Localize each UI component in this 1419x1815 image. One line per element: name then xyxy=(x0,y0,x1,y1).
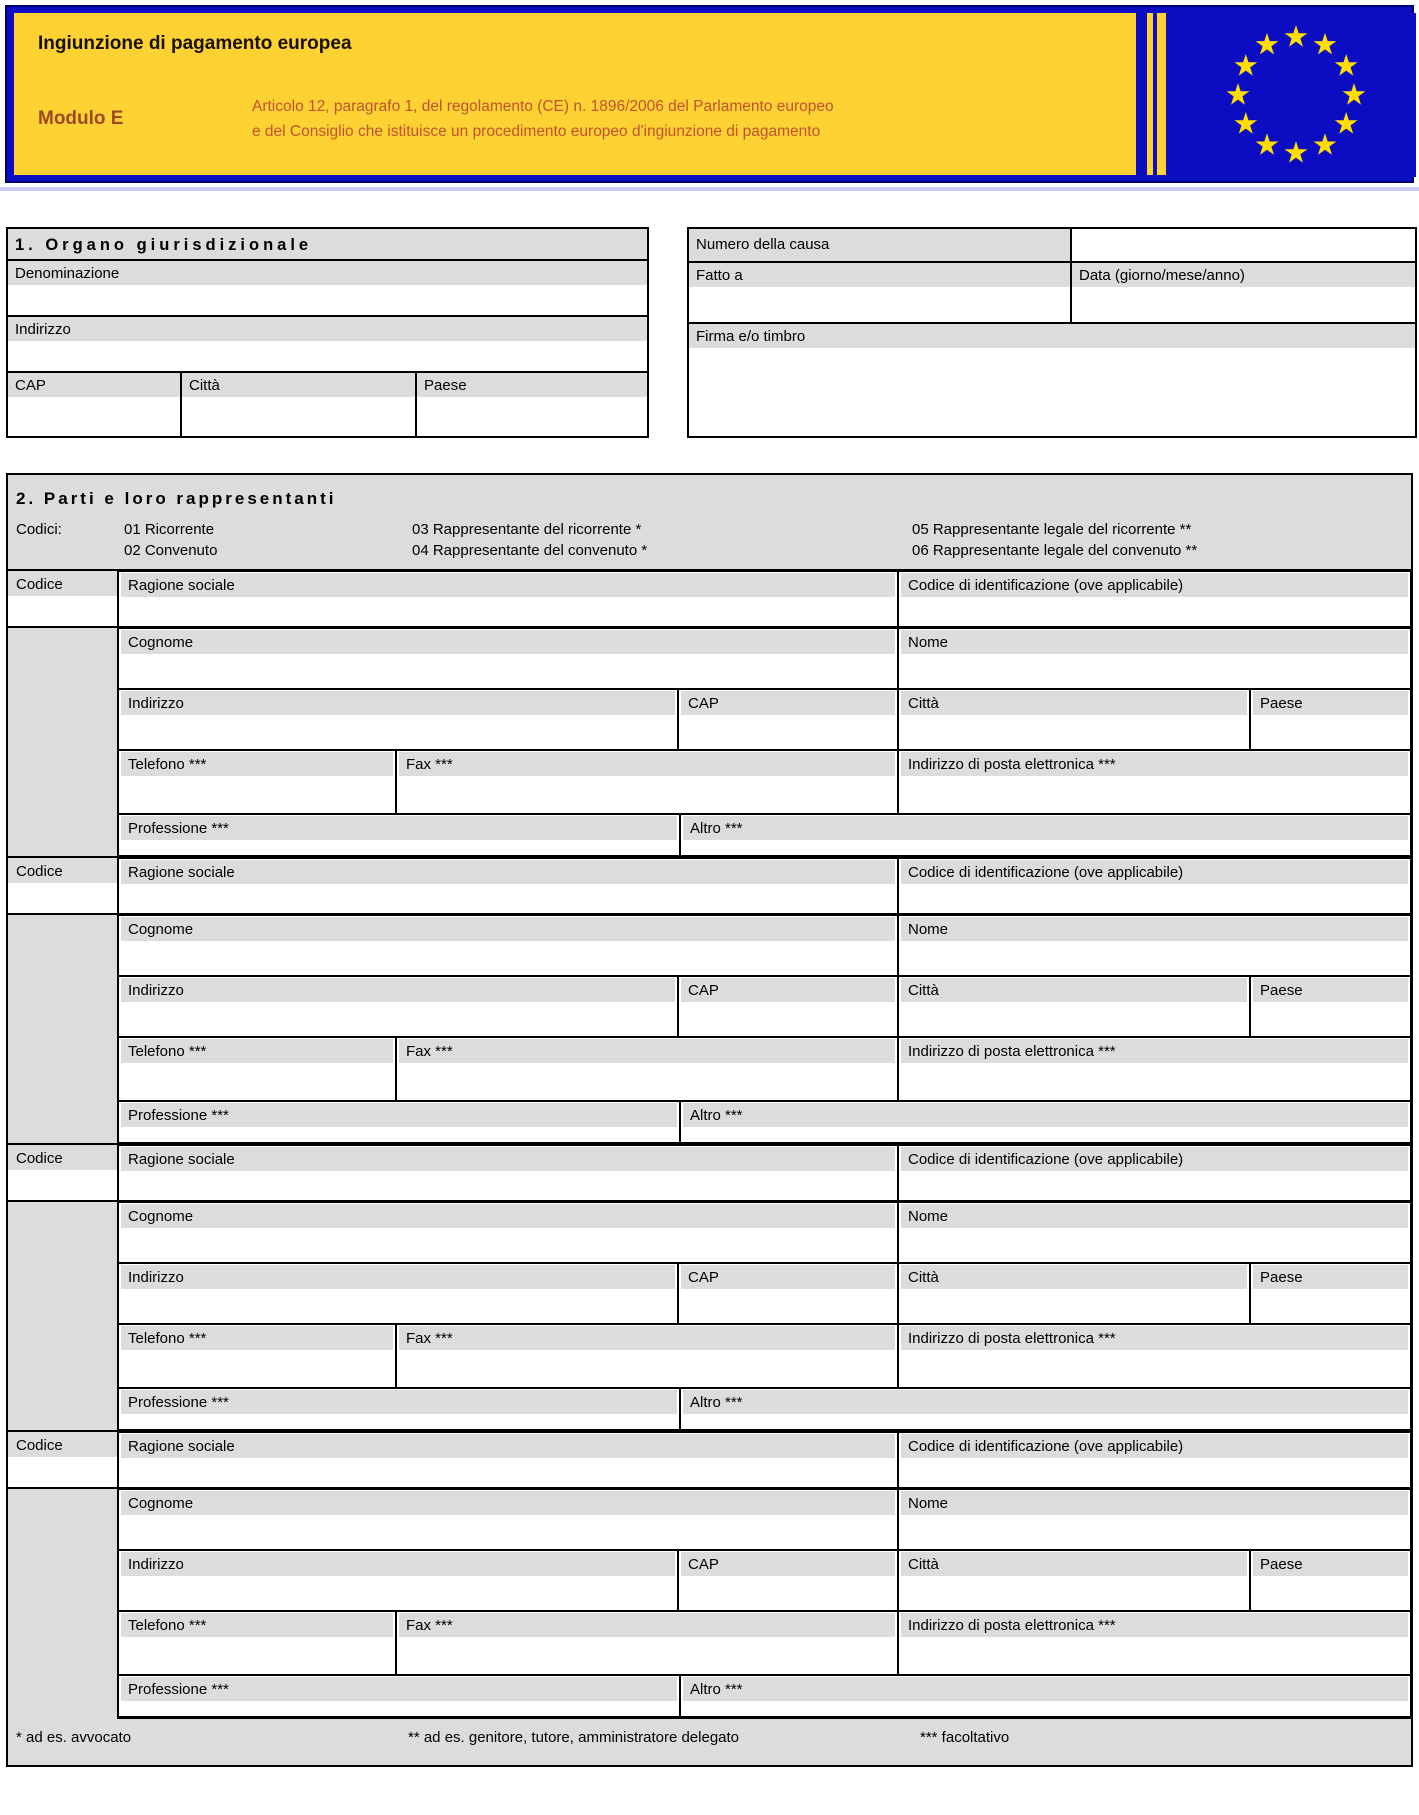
cognome-input[interactable] xyxy=(118,1489,898,1550)
cap-input[interactable] xyxy=(678,1263,898,1324)
citta-input[interactable] xyxy=(898,976,1250,1037)
citta-input[interactable] xyxy=(182,397,415,436)
nome-label: Nome xyxy=(901,1204,1408,1228)
cognome-input[interactable] xyxy=(118,1202,898,1263)
paese-input[interactable] xyxy=(417,397,647,436)
fax-input[interactable] xyxy=(396,750,898,814)
cap-input[interactable] xyxy=(678,976,898,1037)
codice-identificazione-label: Codice di identificazione (ove applicabile) xyxy=(901,1147,1408,1171)
module-label: Modulo E xyxy=(38,108,124,129)
telefono-input[interactable] xyxy=(118,1324,396,1388)
section-2-title: 2. Parti e loro rappresentanti xyxy=(16,489,337,508)
altro-input[interactable] xyxy=(680,1101,1411,1143)
codice-identificazione-input[interactable] xyxy=(898,1145,1411,1202)
codice-input[interactable] xyxy=(8,596,117,627)
codice-column xyxy=(8,571,118,858)
header-banner xyxy=(5,5,1414,183)
citta-field xyxy=(180,373,415,436)
ragione-sociale-input[interactable] xyxy=(118,571,898,628)
code-05: 05 Rappresentante legale del ricorrente ** xyxy=(912,521,1192,538)
cap-citta-paese-row xyxy=(8,373,647,436)
professione-label: Professione *** xyxy=(121,1103,677,1127)
code-01: 01 Ricorrente xyxy=(124,521,215,538)
ragione-sociale-label: Ragione sociale xyxy=(121,860,895,884)
altro-input[interactable] xyxy=(680,1388,1411,1430)
cognome-label: Cognome xyxy=(121,1491,895,1515)
nome-input[interactable] xyxy=(898,628,1411,689)
section-2-parties-box xyxy=(6,473,1413,1767)
professione-label: Professione *** xyxy=(121,1390,677,1414)
professione-input[interactable] xyxy=(118,814,680,856)
telefono-label: Telefono *** xyxy=(121,1326,393,1350)
form-title: Ingiunzione di pagamento europea xyxy=(38,33,352,54)
citta-input[interactable] xyxy=(898,1263,1250,1324)
indirizzo-label: Indirizzo xyxy=(121,691,675,715)
posta-elettronica-label: Indirizzo di posta elettronica *** xyxy=(901,1613,1408,1637)
altro-input[interactable] xyxy=(680,814,1411,856)
altro-label: Altro *** xyxy=(683,1103,1408,1127)
firma-field xyxy=(689,324,1415,435)
footnotes-row xyxy=(8,1717,1411,1755)
indirizzo-field xyxy=(8,317,647,373)
telefono-input[interactable] xyxy=(118,750,396,814)
fax-input[interactable] xyxy=(396,1611,898,1675)
party-block xyxy=(8,569,1411,856)
ragione-sociale-input[interactable] xyxy=(118,1432,898,1489)
firma-input[interactable] xyxy=(689,348,1415,435)
professione-input[interactable] xyxy=(118,1388,680,1430)
indirizzo-input[interactable] xyxy=(118,976,678,1037)
cap-label: CAP xyxy=(681,1552,895,1576)
cognome-label: Cognome xyxy=(121,1204,895,1228)
codice-label: Codice xyxy=(9,572,115,596)
codice-identificazione-input[interactable] xyxy=(898,1432,1411,1489)
fatto-a-label: Fatto a xyxy=(689,263,1070,287)
section-1-title: 1. Organo giurisdizionale xyxy=(8,229,647,261)
fatto-a-field xyxy=(689,263,1070,322)
professione-label: Professione *** xyxy=(121,1677,677,1701)
row-divider xyxy=(8,626,1411,628)
fax-label: Fax *** xyxy=(399,1326,895,1350)
paese-field xyxy=(415,373,647,436)
codice-column xyxy=(8,1432,118,1719)
numero-causa-row xyxy=(689,229,1415,263)
codice-input[interactable] xyxy=(8,1457,117,1488)
posta-elettronica-input[interactable] xyxy=(898,1611,1411,1675)
indirizzo-input[interactable] xyxy=(118,1263,678,1324)
nome-label: Nome xyxy=(901,917,1408,941)
citta-label: Città xyxy=(901,978,1247,1002)
telefono-label: Telefono *** xyxy=(121,1613,393,1637)
regulation-reference xyxy=(252,95,1032,145)
codice-identificazione-label: Codice di identificazione (ove applicabile) xyxy=(901,860,1408,884)
divider-stripe xyxy=(1157,13,1166,175)
data-input[interactable] xyxy=(1072,287,1415,322)
data-field xyxy=(1070,263,1415,322)
fatto-a-data-row xyxy=(689,263,1415,324)
citta-label: Città xyxy=(182,373,415,397)
posta-elettronica-label: Indirizzo di posta elettronica *** xyxy=(901,1039,1408,1063)
nome-input[interactable] xyxy=(898,915,1411,976)
ragione-sociale-input[interactable] xyxy=(118,1145,898,1202)
indirizzo-label: Indirizzo xyxy=(121,1552,675,1576)
paese-label: Paese xyxy=(417,373,647,397)
paese-label: Paese xyxy=(1253,1552,1408,1576)
codici-label: Codici: xyxy=(16,521,62,538)
regulation-line-2: e del Consiglio che istituisce un procedimento europeo d'ingiunzione di pagamento xyxy=(252,122,821,140)
party-block xyxy=(8,856,1411,1143)
posta-elettronica-input[interactable] xyxy=(898,1037,1411,1101)
paese-label: Paese xyxy=(1253,691,1408,715)
paese-label: Paese xyxy=(1253,1265,1408,1289)
citta-label: Città xyxy=(901,1265,1247,1289)
codice-label: Codice xyxy=(9,859,115,883)
citta-input[interactable] xyxy=(898,1550,1250,1611)
divider-stripe xyxy=(1147,13,1153,175)
cap-field xyxy=(8,373,180,436)
data-label: Data (giorno/mese/anno) xyxy=(1072,263,1415,287)
fax-label: Fax *** xyxy=(399,1039,895,1063)
professione-input[interactable] xyxy=(118,1675,680,1717)
code-02: 02 Convenuto xyxy=(124,542,218,559)
party-block xyxy=(8,1430,1411,1717)
regulation-line-1: Articolo 12, paragrafo 1, del regolamento (CE) n. 1896/2006 del Parlamento europeo xyxy=(252,98,834,115)
altro-label: Altro *** xyxy=(683,1677,1408,1701)
fax-input[interactable] xyxy=(396,1037,898,1101)
ragione-sociale-label: Ragione sociale xyxy=(121,573,895,597)
posta-elettronica-input[interactable] xyxy=(898,750,1411,814)
telefono-label: Telefono *** xyxy=(121,752,393,776)
paese-label: Paese xyxy=(1253,978,1408,1002)
codice-identificazione-label: Codice di identificazione (ove applicabile) xyxy=(901,573,1408,597)
denominazione-field xyxy=(8,261,647,317)
denominazione-input[interactable] xyxy=(8,285,647,315)
codice-input[interactable] xyxy=(8,1170,117,1201)
altro-input[interactable] xyxy=(680,1675,1411,1717)
ragione-sociale-input[interactable] xyxy=(118,858,898,915)
firma-label: Firma e/o timbro xyxy=(689,324,1415,348)
indirizzo-input[interactable] xyxy=(118,689,678,750)
paese-input[interactable] xyxy=(1250,1263,1411,1324)
cap-label: CAP xyxy=(681,978,895,1002)
cognome-label: Cognome xyxy=(121,917,895,941)
denominazione-label: Denominazione xyxy=(8,261,647,285)
posta-elettronica-label: Indirizzo di posta elettronica *** xyxy=(901,752,1408,776)
header-underline-rule xyxy=(0,187,1419,191)
ragione-sociale-label: Ragione sociale xyxy=(121,1147,895,1171)
nome-label: Nome xyxy=(901,1491,1408,1515)
indirizzo-label: Indirizzo xyxy=(121,978,675,1002)
cognome-label: Cognome xyxy=(121,630,895,654)
citta-input[interactable] xyxy=(898,689,1250,750)
cap-input[interactable] xyxy=(8,397,180,436)
codice-column xyxy=(8,858,118,1145)
footnote-1: * ad es. avvocato xyxy=(16,1728,132,1746)
nome-input[interactable] xyxy=(898,1489,1411,1550)
codice-identificazione-input[interactable] xyxy=(898,858,1411,915)
codice-column xyxy=(8,1145,118,1432)
telefono-label: Telefono *** xyxy=(121,1039,393,1063)
header-yellow-panel xyxy=(14,13,1136,175)
numero-causa-label: Numero della causa xyxy=(689,229,1070,261)
paese-input[interactable] xyxy=(1250,1550,1411,1611)
altro-label: Altro *** xyxy=(683,1390,1408,1414)
section-1-court-box xyxy=(6,227,649,438)
party-block xyxy=(8,1143,1411,1430)
citta-label: Città xyxy=(901,1552,1247,1576)
nome-input[interactable] xyxy=(898,1202,1411,1263)
paese-input[interactable] xyxy=(1250,976,1411,1037)
posta-elettronica-input[interactable] xyxy=(898,1324,1411,1388)
code-06: 06 Rappresentante legale del convenuto ** xyxy=(912,542,1198,559)
section-1-case-box xyxy=(687,227,1417,438)
professione-label: Professione *** xyxy=(121,816,677,840)
indirizzo-input[interactable] xyxy=(8,341,647,371)
altro-label: Altro *** xyxy=(683,816,1408,840)
footnote-2: ** ad es. genitore, tutore, amministratore delegato xyxy=(408,1728,740,1746)
row-divider xyxy=(8,1487,1411,1489)
cap-input[interactable] xyxy=(678,689,898,750)
codice-identificazione-label: Codice di identificazione (ove applicabile) xyxy=(901,1434,1408,1458)
numero-causa-input[interactable] xyxy=(1070,229,1415,261)
telefono-input[interactable] xyxy=(118,1037,396,1101)
party-blocks xyxy=(8,569,1411,1717)
codice-label: Codice xyxy=(9,1146,115,1170)
cap-label: CAP xyxy=(8,373,180,397)
cognome-input[interactable] xyxy=(118,628,898,689)
row-divider xyxy=(8,1200,1411,1202)
indirizzo-label: Indirizzo xyxy=(121,1265,675,1289)
code-03: 03 Rappresentante del ricorrente * xyxy=(412,521,642,538)
fatto-a-input[interactable] xyxy=(689,287,1070,322)
row-divider xyxy=(8,913,1411,915)
codice-identificazione-input[interactable] xyxy=(898,571,1411,628)
fax-label: Fax *** xyxy=(399,752,895,776)
cap-label: CAP xyxy=(681,1265,895,1289)
cap-label: CAP xyxy=(681,691,895,715)
footnote-3: *** facoltativo xyxy=(920,1728,1010,1746)
professione-input[interactable] xyxy=(118,1101,680,1143)
cap-input[interactable] xyxy=(678,1550,898,1611)
cognome-input[interactable] xyxy=(118,915,898,976)
codice-label: Codice xyxy=(9,1433,115,1457)
indirizzo-label: Indirizzo xyxy=(8,317,647,341)
telefono-input[interactable] xyxy=(118,1611,396,1675)
fax-label: Fax *** xyxy=(399,1613,895,1637)
ragione-sociale-label: Ragione sociale xyxy=(121,1434,895,1458)
codice-input[interactable] xyxy=(8,883,117,914)
code-04: 04 Rappresentante del convenuto * xyxy=(412,542,648,559)
nome-label: Nome xyxy=(901,630,1408,654)
fax-input[interactable] xyxy=(396,1324,898,1388)
paese-input[interactable] xyxy=(1250,689,1411,750)
indirizzo-input[interactable] xyxy=(118,1550,678,1611)
citta-label: Città xyxy=(901,691,1247,715)
eu-flag-icon xyxy=(1170,13,1416,177)
posta-elettronica-label: Indirizzo di posta elettronica *** xyxy=(901,1326,1408,1350)
codici-legend xyxy=(16,521,1411,559)
